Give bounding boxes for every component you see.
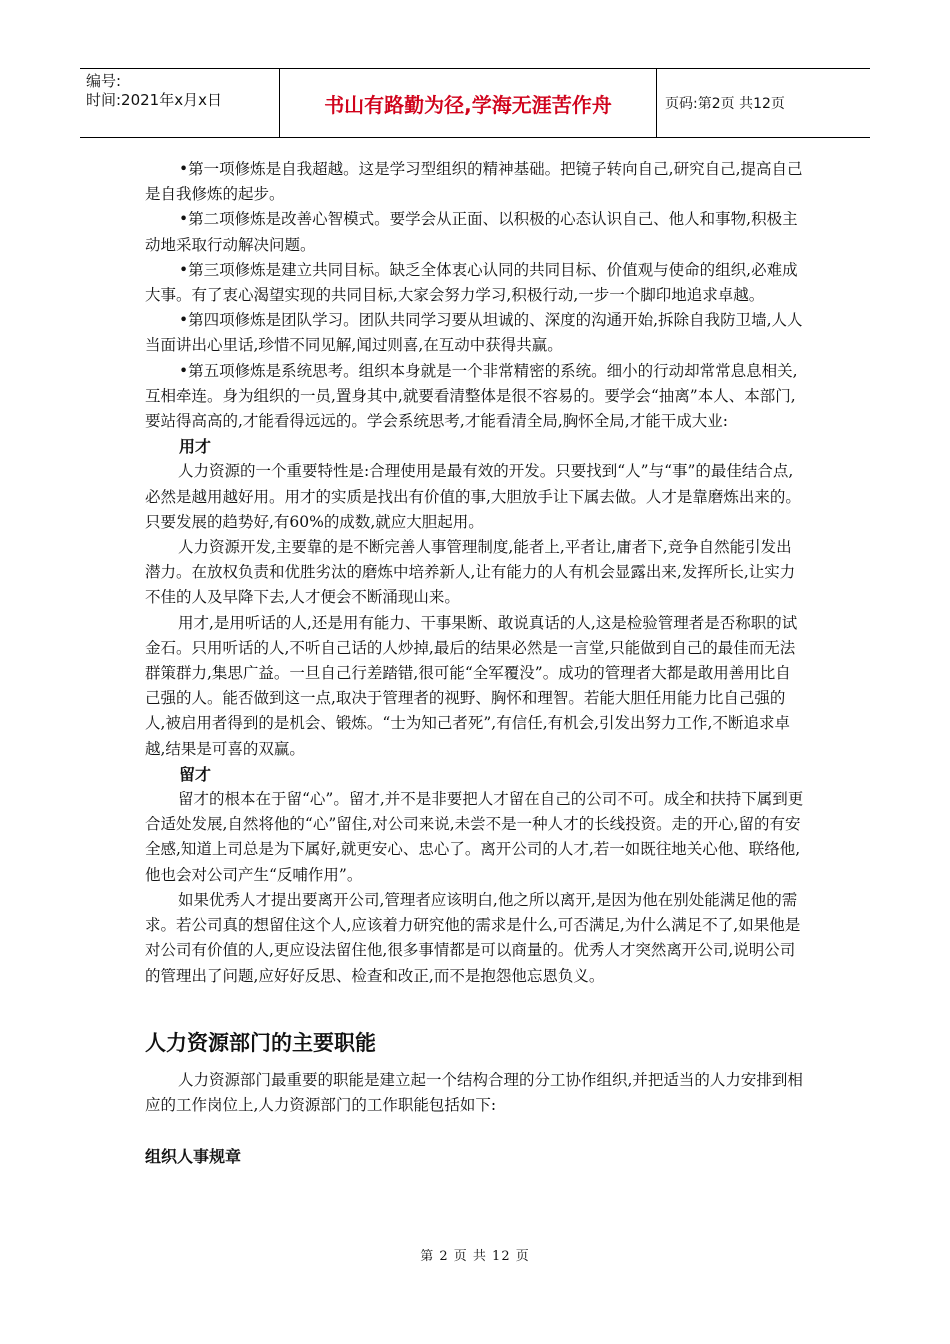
liucai-heading: 留才 [179,764,212,784]
header-page-info: 页码:第2页 共12页 [665,96,785,112]
yongcai-paragraph-3: 用才,是用听话的人,还是用有能力、干事果断、敢说真话的人,这是检验管理者是否称职的试金石。只用听话的人,不听自己话的人炒掉,最后的结果必然是一言堂,只能做到自己的最佳而无法群策群力,集思广益。一旦自己行差踏错,很可能“全军覆没”。成功的管理者大都是敢用善用比自己强的人。能否做到这一点,取决于管理者的视野、胸怀和理智。若能大胆任用能力比自己强的人,被启用者得到的是机会、锻炼。“士为知己者死”,有信任,有机会,引发出努力工作,不断追求卓越,结果是可喜的双赢。 [145,613,798,758]
date-line: 时间:2021年x月x日 [86,91,222,109]
document-body [145,157,805,1170]
number-label: 编号: [86,72,122,90]
bullet-1: •第一项修炼是自我超越。这是学习型组织的精神基础。把镜子转向自己,研究自己,提高自己是自我修炼的起步。 [145,160,803,204]
liucai-paragraph-1: 留才的根本在于留“心”。留才,并不是非要把人才留在自己的公司不可。成全和扶持下属到更合适处发展,自然将他的“心”留住,对公司来说,未尝不是一种人才的长线投资。走的开心,留的有安全感,知道上司总是为下属好,就更安心、忠心了。离开公司的人才,若一如既往地关心他、联络他,他也会对公司产生“反哺作用”。 [145,790,804,884]
header-motto: 书山有路勤为径,学海无涯苦作舟 [280,69,657,137]
bullet-5: •第五项修炼是系统思考。组织本身就是一个非常精密的系统。细小的行动却常常息息相关,互相牵连。身为组织的一员,置身其中,就要看清整体是很不容易的。要学会“抽离”本人、本部门,要站得高高的,才能看得远远的。学会系统思考,才能看清全局,胸怀全局,才能干成大业: [145,361,798,431]
page-header [80,68,870,138]
header-meta [80,69,280,137]
section-subheading: 组织人事规章 [145,1147,242,1167]
yongcai-paragraph-2: 人力资源开发,主要靠的是不断完善人事管理制度,能者上,平者让,庸者下,竞争自然能引发出潜力。在放权负责和优胜劣汰的磨炼中培养新人,让有能力的人有机会显露出来,发挥所长,让实力不佳的人及早降下去,人才便会不断涌现山来。 [145,538,796,607]
page-footer: 第 2 页 共 12 页 [420,1249,530,1264]
yongcai-paragraph-1: 人力资源的一个重要特性是:合理使用是最有效的开发。只要找到“人”与“事”的最佳结合点,必然是越用越好用。用才的实质是找出有价值的事,大胆放手让下属去做。人才是靠磨炼出来的。只要发展的趋势好,有60%的成数,就应大胆起用。 [145,462,801,531]
bullet-4: •第四项修炼是团队学习。团队共同学习要从坦诚的、深度的沟通开始,拆除自我防卫墙,人人当面讲出心里话,珍惜不同见解,闻过则喜,在互动中获得共赢。 [145,311,803,355]
section-intro: 人力资源部门最重要的职能是建立起一个结构合理的分工协作组织,并把适当的人力安排到相应的工作岗位上,人力资源部门的工作职能包括如下: [145,1070,803,1115]
bullet-3: •第三项修炼是建立共同目标。缺乏全体衷心认同的共同目标、价值观与使命的组织,必难成大事。有了衷心渴望实现的共同目标,大家会努力学习,积极行动,一步一个脚印地追求卓越。 [145,260,798,305]
section-heading: 人力资源部门的主要职能 [145,1030,376,1055]
liucai-paragraph-2: 如果优秀人才提出要离开公司,管理者应该明白,他之所以离开,是因为他在别处能满足他的需求。若公司真的想留住这个人,应该着力研究他的需求是什么,可否满足,为什么满足不了,如果他是对公司有价值的人,更应设法留住他,很多事情都是可以商量的。优秀人才突然离开公司,说明公司的管理出了问题,应好好反思、检查和改正,而不是抱怨他忘恩负义。 [145,890,801,985]
bullet-2: •第二项修炼是改善心智模式。要学会从正面、以积极的心态认识自己、他人和事物,积极主动地采取行动解决问题。 [145,210,798,254]
yongcai-heading: 用才 [179,437,212,457]
